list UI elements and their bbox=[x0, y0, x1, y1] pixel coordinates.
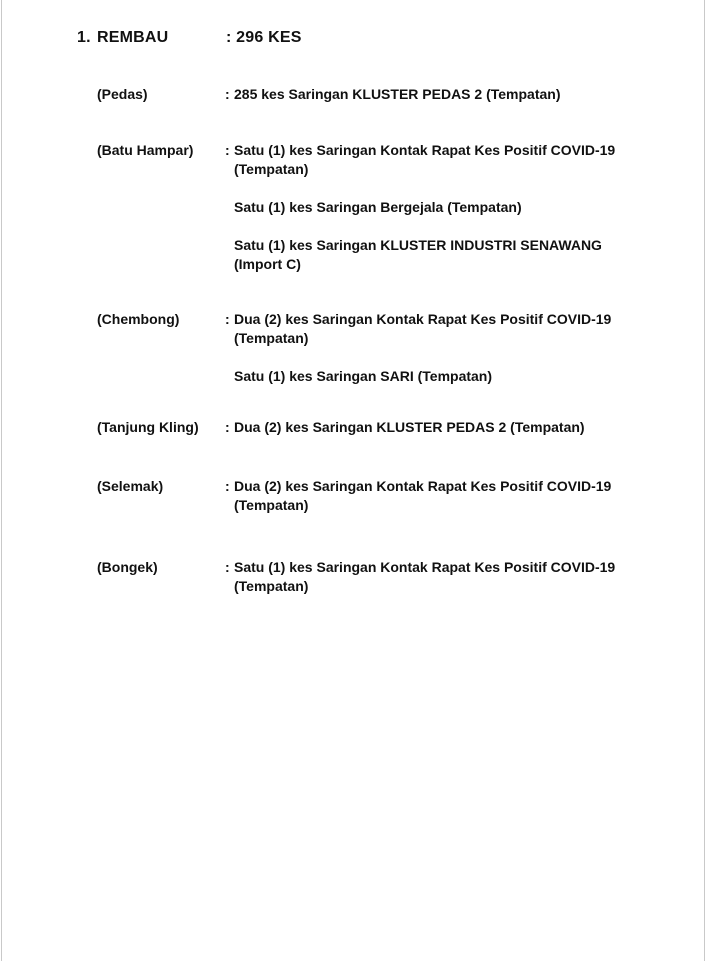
case-text: Satu (1) kes Saringan Kontak Rapat Kes Positif COVID-19 (Tempatan) bbox=[234, 559, 616, 594]
case-entry bbox=[225, 198, 635, 217]
colon: : bbox=[225, 559, 230, 575]
area-name-pedas: (Pedas) bbox=[97, 86, 148, 102]
case-entry bbox=[225, 558, 635, 596]
area-entries-chembong bbox=[225, 310, 635, 386]
colon: : bbox=[225, 478, 230, 494]
case-entry bbox=[225, 236, 635, 274]
colon: : bbox=[225, 86, 230, 102]
area-name-tanjung-kling: (Tanjung Kling) bbox=[97, 419, 199, 435]
area-entries-selemak bbox=[225, 477, 635, 515]
case-text: Dua (2) kes Saringan Kontak Rapat Kes Positif COVID-19 (Tempatan) bbox=[234, 311, 612, 346]
case-text: 285 kes Saringan KLUSTER PEDAS 2 (Tempatan) bbox=[234, 86, 561, 102]
colon: : bbox=[225, 142, 230, 158]
case-entry bbox=[225, 85, 635, 104]
district-total: : 296 KES bbox=[226, 29, 302, 46]
heading-number: 1. bbox=[77, 29, 91, 46]
area-name-batu-hampar: (Batu Hampar) bbox=[97, 142, 194, 158]
case-entry bbox=[225, 418, 635, 437]
case-entry bbox=[225, 310, 635, 348]
area-entries-pedas bbox=[225, 85, 635, 104]
area-name-bongek: (Bongek) bbox=[97, 559, 158, 575]
case-text: Satu (1) kes Saringan Kontak Rapat Kes Positif COVID-19 (Tempatan) bbox=[234, 142, 616, 177]
area-entries-batu-hampar bbox=[225, 141, 635, 274]
case-text: Satu (1) kes Saringan SARI (Tempatan) bbox=[234, 368, 493, 384]
colon: : bbox=[225, 311, 230, 327]
case-entry bbox=[225, 477, 635, 515]
case-text: Satu (1) kes Saringan Bergejala (Tempatan) bbox=[234, 199, 522, 215]
case-entry bbox=[225, 367, 635, 386]
area-entries-tanjung-kling bbox=[225, 418, 635, 437]
case-text: Dua (2) kes Saringan Kontak Rapat Kes Positif COVID-19 (Tempatan) bbox=[234, 478, 612, 513]
area-name-chembong: (Chembong) bbox=[97, 311, 180, 327]
case-entry bbox=[225, 141, 635, 179]
colon: : bbox=[225, 419, 230, 435]
case-text: Dua (2) kes Saringan KLUSTER PEDAS 2 (Tempatan) bbox=[234, 419, 585, 435]
area-name-selemak: (Selemak) bbox=[97, 478, 164, 494]
district-name: REMBAU bbox=[97, 29, 169, 46]
area-entries-bongek bbox=[225, 558, 635, 596]
case-text: Satu (1) kes Saringan KLUSTER INDUSTRI SENAWANG (Import C) bbox=[234, 237, 602, 272]
